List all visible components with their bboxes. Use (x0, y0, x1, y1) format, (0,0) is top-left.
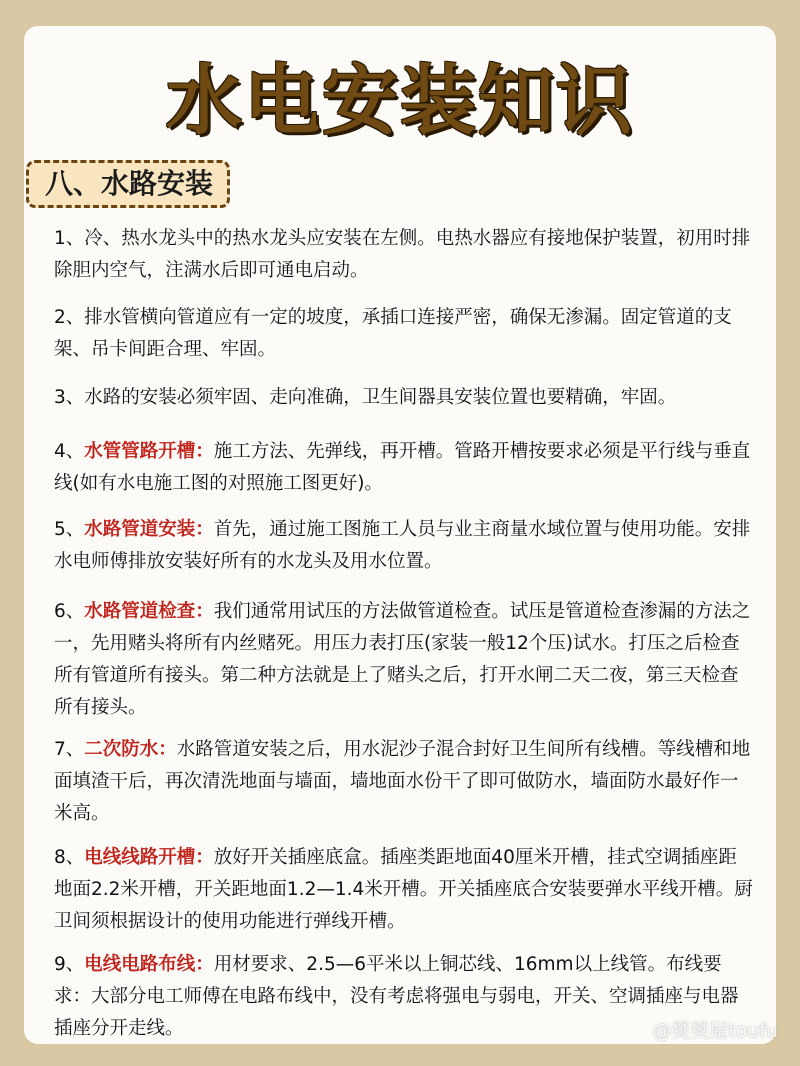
item-number: 3、 (54, 387, 85, 408)
item-text: 排水管横向管道应有一定的坡度，承插口连接严密，确保无渗漏。固定管道的支架、吊卡间距合理、牢固。 (54, 307, 732, 360)
item-highlight: 电线线路开槽： (84, 847, 214, 868)
list-item (54, 842, 754, 938)
item-text: 首先，通过施工图施工人员与业主商量水域位置与使用功能。安排水电师傅排放安装好所有的水龙头及用水位置。 (54, 519, 751, 572)
item-number: 1、 (54, 228, 85, 249)
item-number: 6、 (54, 601, 85, 622)
item-text: 用材要求、2.5—6平米以上铜芯线、16mm以上线管。布线要求：大部分电工师傅在电路布线中，没有考虑将强电与弱电，开关、空调插座与电器插座分开走线。 (54, 954, 739, 1039)
item-number: 2、 (54, 307, 85, 328)
item-text: 我们通常用试压的方法做管道检查。试压是管道检查渗漏的方法之一，先用赌头将所有内丝赌死。用压力表打压(家装一般12个压)试水。打压之后检查所有管道所有接头。第二种方法就是上了赌头之后，打开水闸二天二夜，第三天检查所有接头。 (54, 601, 751, 718)
item-number: 5、 (54, 519, 85, 540)
watermark: @樊樊屋toufu (652, 1020, 778, 1042)
item-text: 水路的安装必须牢固、走向准确，卫生间器具安装位置也要精确，牢固。 (84, 387, 677, 408)
item-text: 放好开关插座底盒。插座类距地面40厘米开槽，挂式空调插座距地面2.2米开槽，开关距地面1.2—1.4米开槽。开关插座底合安装要弹水平线开槽。厨卫间须根据设计的使用功能进行弹线开槽。 (54, 847, 753, 932)
list-item (54, 382, 754, 414)
list-item (54, 596, 754, 724)
list-item (54, 514, 754, 578)
item-highlight: 水管管路开槽： (84, 441, 214, 462)
list-item (54, 436, 754, 500)
list-item (54, 949, 754, 1045)
item-highlight: 水路管道安装： (84, 519, 214, 540)
section-heading: 八、水路安装 (26, 160, 230, 208)
item-number: 9、 (54, 954, 85, 975)
item-text: 施工方法、先弹线，再开槽。管路开槽按要求必须是平行线与垂直线(如有水电施工图的对照施工图更好)。 (54, 441, 751, 494)
item-number: 8、 (54, 847, 85, 868)
item-highlight: 电线电路布线： (84, 954, 214, 975)
list-item (54, 223, 754, 287)
page-title: 水电安装知识 (166, 56, 634, 145)
list-item (54, 302, 754, 366)
item-highlight: 水路管道检查： (84, 601, 214, 622)
item-text: 水路管道安装之后，用水泥沙子混合封好卫生间所有线槽。等线槽和地面填渣干后，再次清洗地面与墙面，墙地面水份干了即可做防水，墙面防水最好作一米高。 (54, 739, 751, 824)
item-text: 冷、热水龙头中的热水龙头应安装在左侧。电热水器应有接地保护装置，初用时排除胆内空气，注满水后即可通电启动。 (54, 228, 751, 281)
item-highlight: 二次防水： (84, 739, 177, 760)
item-number: 4、 (54, 441, 85, 462)
item-number: 7、 (54, 739, 85, 760)
list-item (54, 734, 754, 830)
